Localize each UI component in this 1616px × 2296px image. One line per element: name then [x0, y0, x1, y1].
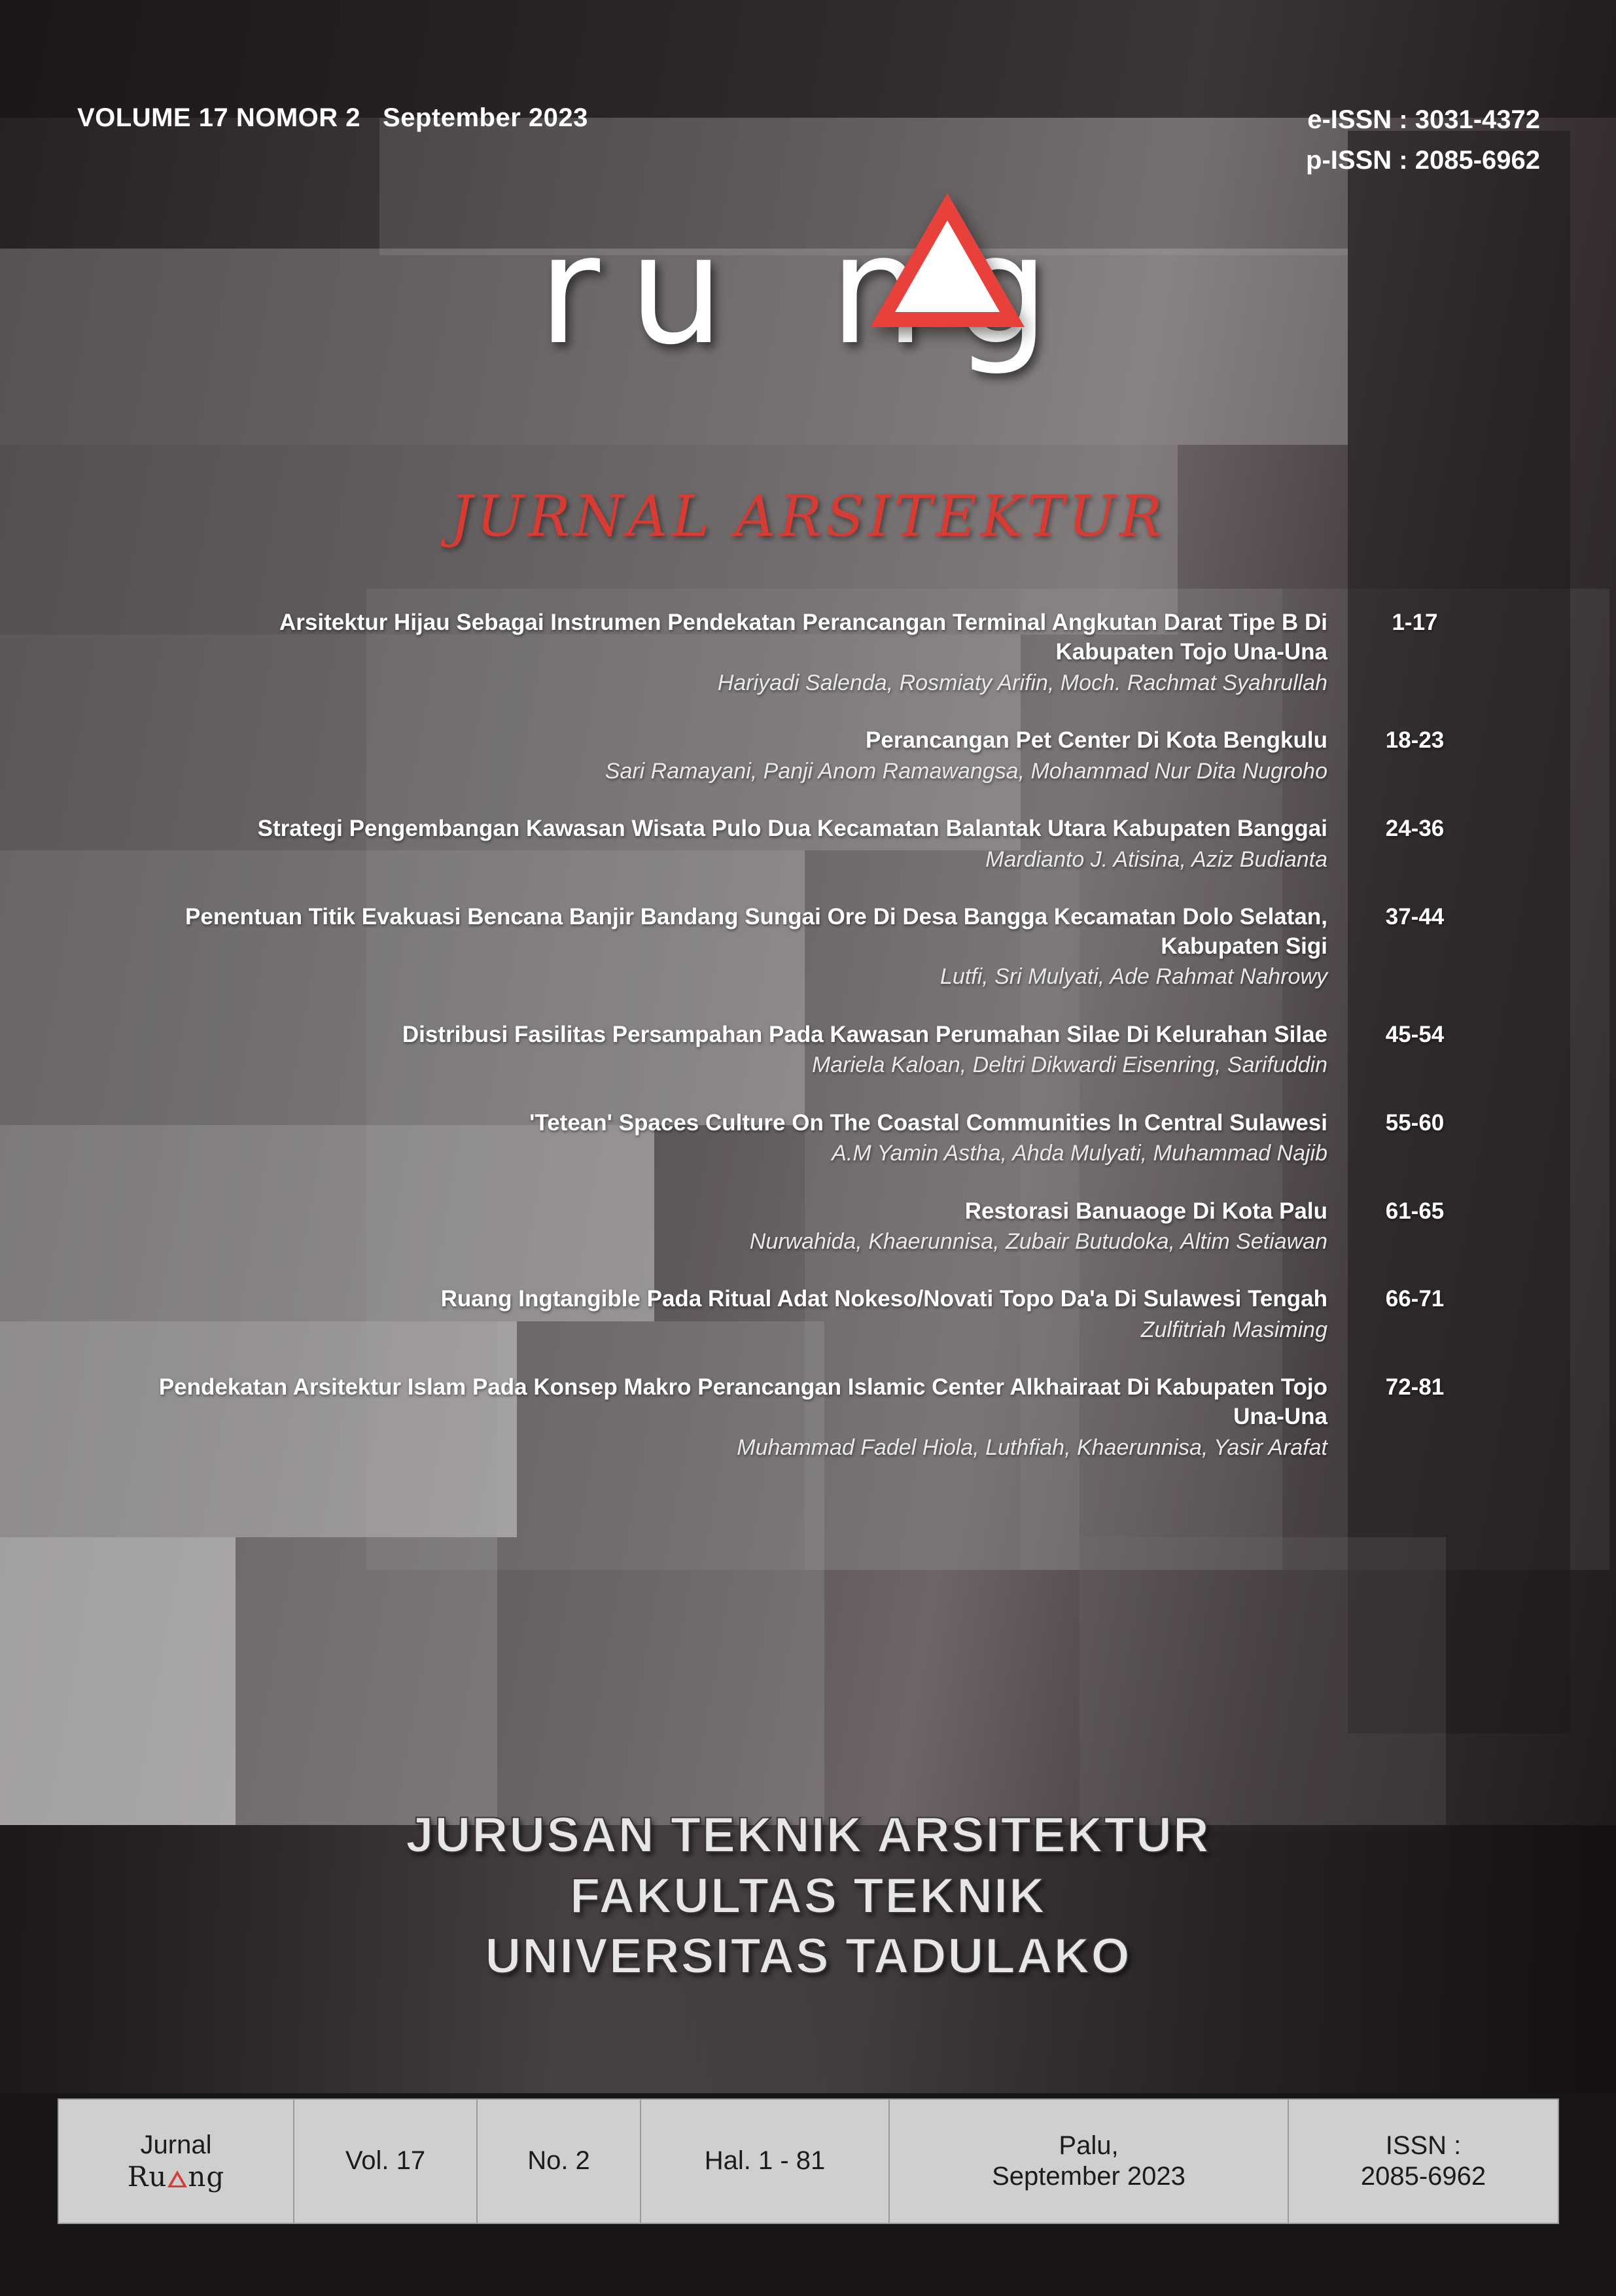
article-title: 'Tetean' Spaces Culture On The Coastal Communities In Central Sulawesi	[529, 1109, 1327, 1136]
article-authors: Zulfitriah Masiming	[1140, 1317, 1327, 1343]
background-block	[379, 118, 1348, 255]
issue-header	[77, 103, 588, 133]
publisher-faculty: FAKULTAS TEKNIK	[569, 1868, 1047, 1924]
background-block	[0, 1537, 236, 1825]
article-pages: 61-65	[1385, 1198, 1445, 1224]
article-pages: 1-17	[1392, 610, 1438, 635]
article-title: Ruang Ingtangible Pada Ritual Adat Nokeso/Novati Topo Da'a Di Sulawesi Tengah	[440, 1286, 1327, 1312]
footer-journal-logo	[128, 2161, 225, 2193]
toc-entry	[157, 814, 1472, 874]
toc-entry	[157, 1197, 1472, 1257]
publisher-block	[0, 1805, 1616, 1987]
toc-entry	[157, 1373, 1472, 1462]
journal-subtitle: JURNAL ARSITEKTUR	[449, 484, 1167, 549]
publisher-university: UNIVERSITAS TADULAKO	[485, 1928, 1131, 1985]
article-pages: 45-54	[1385, 1021, 1445, 1047]
article-authors: Hariyadi Salenda, Rosmiaty Arifin, Moch. Rachmat Syahrullah	[717, 670, 1327, 695]
footer-cell-pages	[641, 2100, 890, 2223]
article-authors: A.M Yamin Astha, Ahda Mulyati, Muhammad Najib	[832, 1141, 1327, 1166]
toc-entry	[157, 1020, 1472, 1080]
footer-table	[58, 2098, 1559, 2224]
publisher-department: JURUSAN TEKNIK ARSITEKTUR	[406, 1807, 1210, 1863]
article-authors: Mariela Kaloan, Deltri Dikwardi Eisenring, Sarifuddin	[811, 1052, 1327, 1078]
footer-issn-label: ISSN :	[1385, 2131, 1462, 2160]
article-pages: 18-23	[1385, 727, 1445, 753]
background-block	[0, 249, 1348, 445]
background-block	[1080, 1537, 1446, 1832]
footer-cell-journal	[59, 2100, 294, 2223]
footer-logo-pre: Ru	[127, 2160, 167, 2193]
footer-logo-post: ng	[188, 2160, 225, 2193]
toc-entry	[157, 1109, 1472, 1168]
article-authors: Mardianto J. Atisina, Aziz Budianta	[985, 846, 1327, 872]
issue-month: September 2023	[383, 103, 588, 132]
footer-journal-label: Jurnal	[140, 2130, 212, 2159]
footer-cell-number	[478, 2100, 641, 2223]
article-title: Perancangan Pet Center Di Kota Bengkulu	[866, 727, 1327, 753]
toc-entry	[157, 608, 1472, 697]
footer-volume: Vol. 17	[345, 2146, 426, 2176]
toc-entry	[157, 903, 1472, 992]
footer-cell-volume	[294, 2100, 478, 2223]
article-title: Pendekatan Arsitektur Islam Pada Konsep Makro Perancangan Islamic Center Alkhairaat Di Kabupaten Tojo Una-Una	[158, 1374, 1327, 1430]
toc-entry	[157, 726, 1472, 786]
footer-cell-issn	[1289, 2100, 1558, 2223]
footer-number: No. 2	[527, 2146, 590, 2176]
article-title: Penentuan Titik Evakuasi Bencana Banjir Bandang Sungai Ore Di Desa Bangga Kecamatan Dolo Selatan, Kabupaten Sigi	[185, 903, 1327, 959]
footer-cell-place-date	[890, 2100, 1289, 2223]
article-pages: 24-36	[1385, 815, 1445, 841]
background-block	[236, 1537, 497, 1825]
article-pages: 72-81	[1385, 1374, 1445, 1400]
triangle-icon	[870, 193, 1025, 327]
article-title: Distribusi Fasilitas Persampahan Pada Kawasan Perumahan Silae Di Kelurahan Silae	[402, 1021, 1327, 1047]
article-authors: Sari Ramayani, Panji Anom Ramawangsa, Mohammad Nur Dita Nugroho	[605, 758, 1327, 784]
article-authors: Nurwahida, Khaerunnisa, Zubair Butudoka, Altim Setiawan	[749, 1229, 1327, 1255]
footer-issn-value: 2085-6962	[1360, 2162, 1486, 2191]
footer-pages: Hal. 1 - 81	[704, 2146, 826, 2176]
article-title: Strategi Pengembangan Kawasan Wisata Pulo Dua Kecamatan Balantak Utara Kabupaten Banggai	[257, 815, 1327, 841]
article-pages: 37-44	[1385, 903, 1445, 930]
article-authors: Muhammad Fadel Hiola, Luthfiah, Khaerunnisa, Yasir Arafat	[737, 1435, 1327, 1461]
issn-header	[1306, 99, 1540, 181]
volume-label: VOLUME 17 NOMOR 2	[77, 103, 361, 132]
footer-place: Palu,	[1059, 2131, 1119, 2160]
toc-entry	[157, 1285, 1472, 1344]
footer-date: September 2023	[992, 2162, 1186, 2191]
article-pages: 55-60	[1385, 1109, 1445, 1136]
article-pages: 66-71	[1385, 1286, 1445, 1312]
eissn-label: e-ISSN : 3031-4372	[1307, 105, 1540, 134]
article-title: Restorasi Banuaoge Di Kota Palu	[964, 1198, 1327, 1224]
article-title: Arsitektur Hijau Sebagai Instrumen Pendekatan Perancangan Terminal Angkutan Darat Tipe B Di Kabupaten Tojo Una-Una	[279, 610, 1327, 665]
journal-logo-wordmark: ru ng	[538, 203, 1078, 378]
triangle-icon	[167, 2170, 187, 2187]
pissn-label: p-ISSN : 2085-6962	[1306, 146, 1540, 175]
table-of-contents	[157, 608, 1472, 1491]
article-authors: Lutfi, Sri Mulyati, Ade Rahmat Nahrowy	[940, 964, 1327, 990]
